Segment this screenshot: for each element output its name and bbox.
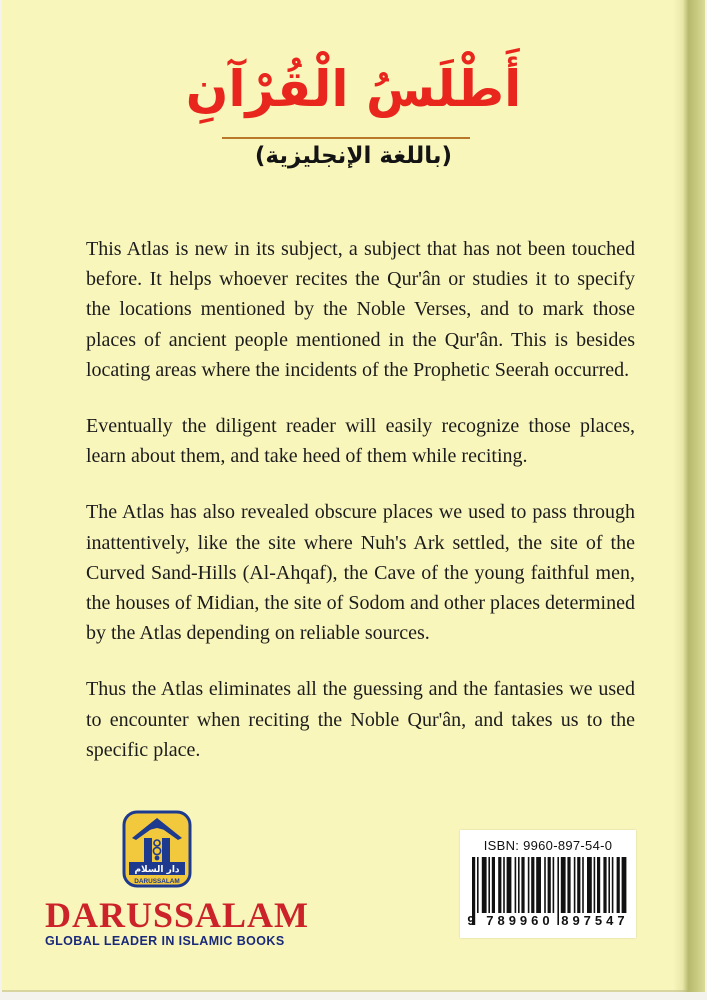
paragraph-2: Eventually the diligent reader will easily recognize those places, learn about them, and take heed of them while reciting.: [86, 415, 635, 468]
back-cover-text: [86, 234, 635, 791]
logo-pillar-right: [162, 838, 170, 862]
arabic-subtitle: (باللغة الإنجليزية): [254, 143, 453, 169]
paragraph-3: The Atlas has also revealed obscure places we used to pass through inattentively, like the site where Nuh's Ark settled, the site of the Curved Sand-Hills (Al-Ahqaf), the Cave of the young faithful men, the houses of Midian, the site of Sodom and other places determined by the Atlas depending on reliable sources.: [86, 501, 635, 645]
paragraph-1: This Atlas is new in its subject, a subject that has not been touched before. It helps whoever recites the Qur'ân or studies it to specify the locations mentioned by the Noble Verses, and to mark those places of ancient people mentioned in the Qur'ân. This is besides locating areas where the incidents of the Prophetic Seerah occurred.: [86, 238, 635, 381]
book-cover: [2, 0, 705, 992]
title-block: [2, 48, 705, 130]
darussalam-logo: [117, 810, 197, 890]
paragraph-4: Thus the Atlas eliminates all the guessing and the fantasies we used to encounter when reciting the Noble Qur'ân, and takes us to the specific place.: [86, 678, 635, 761]
cover-edge-shadow: [673, 0, 705, 992]
logo-small-text: DARUSSALAM: [134, 878, 180, 885]
arabic-title: أَطْلَسُ الْقُرْآنِ: [185, 60, 522, 118]
barcode-digits: 9 789960 897547: [467, 913, 629, 928]
publisher-block: [45, 810, 310, 948]
logo-pillar-left: [144, 838, 152, 862]
lamp-icon: [155, 856, 160, 861]
logo-arabic-text: دار السلام: [134, 865, 180, 875]
publisher-tagline: GLOBAL LEADER IN ISLAMIC BOOKS: [45, 934, 285, 948]
barcode-panel: [460, 830, 636, 938]
title-divider: [222, 137, 470, 139]
publisher-name: DARUSSALAM: [45, 895, 310, 935]
isbn-label: ISBN: 9960-897-54-0: [483, 838, 613, 853]
